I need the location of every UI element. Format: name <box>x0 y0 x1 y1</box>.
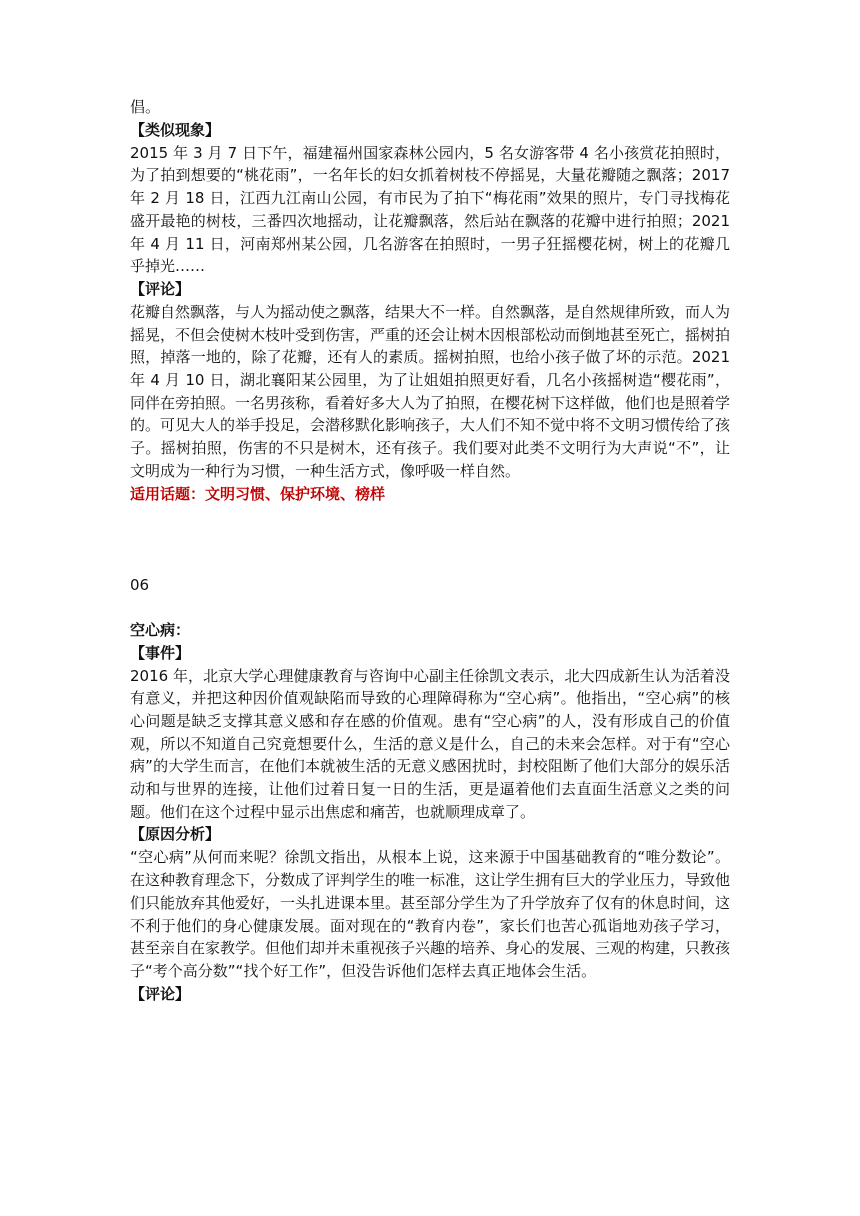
applicable-topics: 适用话题：文明习惯、保护环境、榜样 <box>130 484 386 503</box>
paragraph-event: 2016 年，北京大学心理健康教育与咨询中心副主任徐凯文表示，北大四成新生认为活着没有意义，并把这种因价值观缺陷而导致的心理障碍称为“空心病”。他指出，“空心病”的核心问题是缺乏支撑其意义感和存在感的价值观。患有“空心病”的人，没有形成自己的价值观，所以不知道自己究竟想要什么，生活的意义是什么，自己的未来会怎样。对于有“空心病”的大学生而言，在他们本就被生活的无意义感困扰时，封校阻断了他们大部分的娱乐活动和与世界的连接，让他们过着日复一日的生活，更是逼着他们去直面生活意义之类的问题。他们在这个过程中显示出焦虑和痛苦，也就顺理成章了。 <box>130 666 730 821</box>
heading-comment-2: 【评论】 <box>130 984 191 1003</box>
paragraph-tail: 倡。 <box>130 98 161 116</box>
section-gap <box>130 506 730 574</box>
section-gap-small <box>130 597 730 619</box>
heading-cause-analysis: 【原因分析】 <box>130 825 221 844</box>
heading-comment: 【评论】 <box>130 279 191 298</box>
document-page <box>130 96 730 1006</box>
paragraph-similar-phenomena: 2015 年 3 月 7 日下午，福建福州国家森林公园内，5 名女游客带 4 名小孩赏花拍照时，为了拍到想要的“桃花雨”，一名年长的妇女抓着树枝不停摇晃，大量花瓣随之飘落；2017 年 2 月 18 日，江西九江南山公园，有市民为了拍下“梅花雨”效果的照片，专门寻找梅花盛开最艳的树枝，三番四次地摇动，让花瓣飘落，然后站在飘落的花瓣中进行拍照；2021 年 4 月 11 日，河南郑州某公园，几名游客在拍照时，一男子狂摇樱花树，树上的花瓣几乎掉光…… <box>130 143 730 276</box>
section-number: 06 <box>130 575 150 594</box>
section-title: 空心病： <box>130 620 191 639</box>
paragraph-comment: 花瓣自然飘落，与人为摇动使之飘落，结果大不一样。自然飘落，是自然规律所致，而人为摇晃，不但会使树木枝叶受到伤害，严重的还会让树木因根部松动而倒地甚至死亡，摇树拍照，掉落一地的，除了花瓣，还有人的素质。摇树拍照，也给小孩子做了坏的示范。2021 年 4 月 10 日，湖北襄阳某公园里，为了让姐姐拍照更好看，几名小孩摇树造“樱花雨”，同伴在旁拍照。一名男孩称，看着好多大人为了拍照，在樱花树下这样做，他们也是照着学的。可见大人的举手投足，会潜移默化影响孩子，大人们不知不觉中将不文明习惯传给了孩子。摇树拍照，伤害的不只是树木，还有孩子。我们要对此类不文明行为大声说“不”，让文明成为一种行为习惯，一种生活方式，像呼吸一样自然。 <box>130 302 731 480</box>
heading-similar-phenomena: 【类似现象】 <box>130 120 221 139</box>
paragraph-cause-analysis: “空心病”从何而来呢？徐凯文指出，从根本上说，这来源于中国基础教育的“唯分数论”。在这种教育理念下，分数成了评判学生的唯一标准，这让学生拥有巨大的学业压力，导致他们只能放弃其他爱好，一头扎进课本里。甚至部分学生为了升学放弃了仅有的休息时间，这不利于他们的身心健康发展。面对现在的“教育内卷”，家长们也苦心孤诣地劝孩子学习，甚至亲自在家教学。但他们却并未重视孩子兴趣的培养、身心的发展、三观的构建，只教孩子“考个高分数”“找个好工作”，但没告诉他们怎样去真正地体会生活。 <box>130 848 731 980</box>
heading-event: 【事件】 <box>130 643 191 662</box>
